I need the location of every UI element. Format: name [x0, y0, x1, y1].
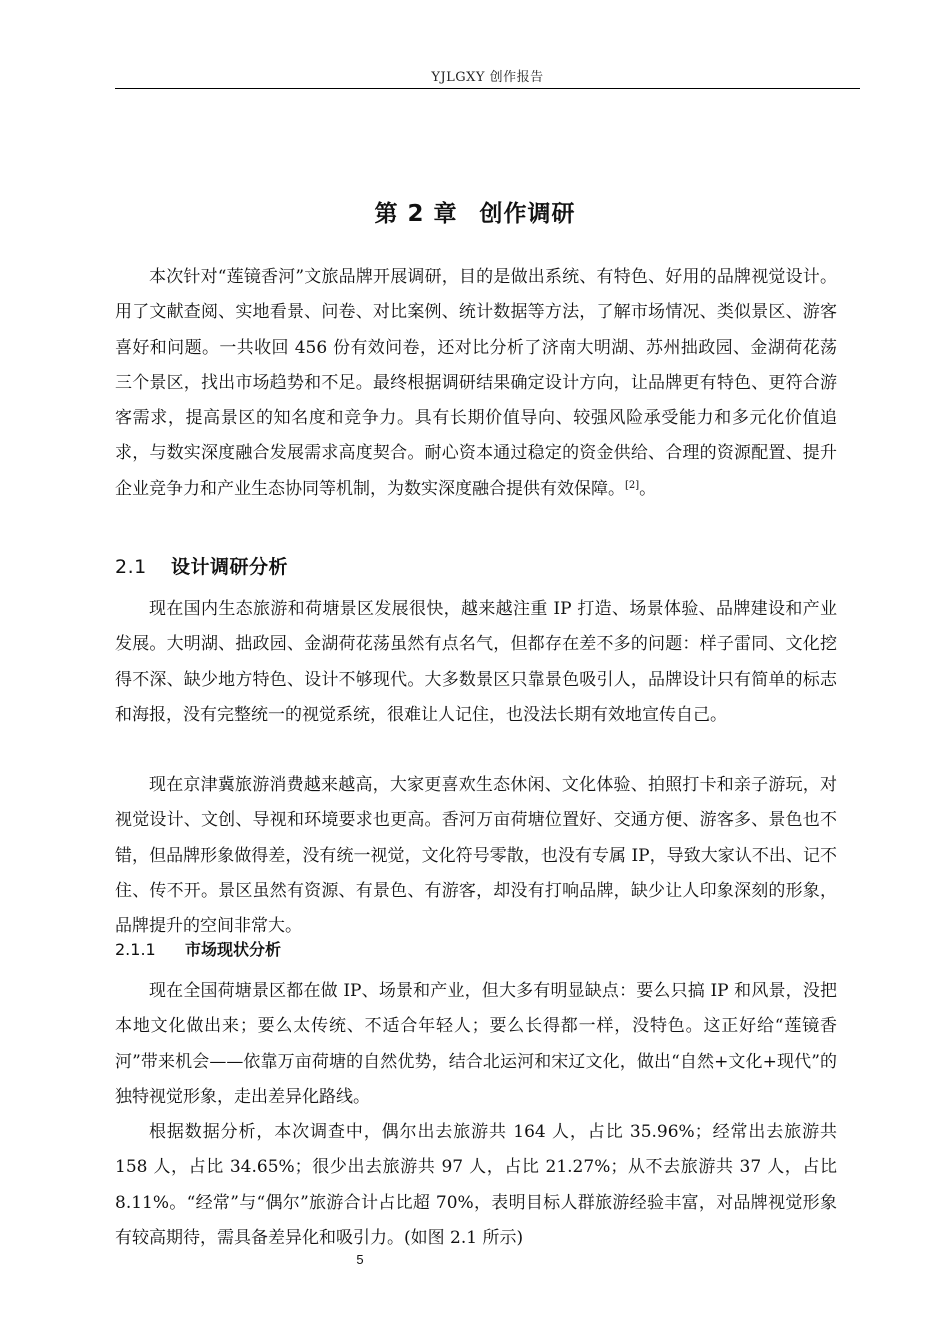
subsection-number: 2.1.1 [115, 940, 156, 959]
section-number: 2.1 [115, 556, 147, 578]
subsection-title: 市场现状分析 [185, 940, 282, 959]
section-2-1-paragraph-1: 现在国内生态旅游和荷塘景区发展很快，越来越注重 IP 打造、场景体验、品牌建设和产业发展。大明湖、拙政园、金湖荷花荡虽然有点名气，但都存在差不多的问题：样子雷同、文化挖得不深、缺少地方特色、设计不够现代。大多数景区只靠景色吸引人，品牌设计只有简单的标志和海报，没有完整统一的视觉系统，很难让人记住，也没法长期有效地宣传自己。 [115, 599, 837, 725]
running-header: YJLGXY 创作报告 [431, 70, 544, 85]
header-rule [115, 88, 860, 89]
intro-end: 。 [639, 478, 657, 499]
section-heading-2-1 [115, 552, 288, 579]
section-2-1-paragraph-2: 现在京津冀旅游消费越来越高，大家更喜欢生态休闲、文化体验、拍照打卡和亲子游玩，对视觉设计、文创、导视和环境要求也更高。香河万亩荷塘位置好、交通方便、游客多、景色也不错，但品牌形象做得差，没有统一视觉，文化符号零散，也没有专属 IP，导致大家认不出、记不住、传不开。景区虽然有资源、有景色、有游客，却没有打响品牌，缺少让人印象深刻的形象，品牌提升的空间非常大。 [115, 775, 837, 937]
chapter-name: 创作调研 [479, 201, 576, 227]
section-2-1-1-paragraph-2: 根据数据分析，本次调查中，偶尔出去旅游共 164 人，占比 35.96%；经常出去旅游共 158 人，占比 34.65%；很少出去旅游共 97 人，占比 21.27%；从不去旅游共 37 人，占比 8.11%。“经常”与“偶尔”旅游合计占比超 70%，表明目标人群旅游经验丰富，对品牌视觉形象有较高期待，需具备差异化和吸引力。(如图 2.1 所示) [115, 1122, 837, 1248]
page-number: 5 [356, 1252, 364, 1267]
intro-text: 本次针对“莲镜香河”文旅品牌开展调研，目的是做出系统、有特色、好用的品牌视觉设计。用了文献查阅、实地看景、问卷、对比案例、统计数据等方法，了解市场情况、类似景区、游客喜好和问题。一共收回 456 份有效问卷，还对比分析了济南大明湖、苏州拙政园、金湖荷花荡三个景区，找出市场趋势和不足。最终根据调研结果确定设计方向，让品牌更有特色、更符合游客需求，提高景区的知名度和竞争力。具有长期价值导向、较强风险承受能力和多元化价值追求，与数实深度融合发展需求高度契合。耐心资本通过稳定的资金供给、合理的资源配置、提升企业竞争力和产业生态协同等机制，为数实深度融合提供有效保障。 [115, 267, 837, 499]
section-heading-2-1-1 [115, 937, 281, 960]
chapter-label: 第 2 章 [374, 201, 458, 227]
section-title: 设计调研分析 [171, 556, 289, 578]
citation-ref: [2] [625, 479, 640, 491]
intro-paragraph [115, 260, 837, 507]
section-2-1-1-paragraph-1: 现在全国荷塘景区都在做 IP、场景和产业，但大多有明显缺点：要么只搞 IP 和风景，没把本地文化做出来；要么太传统、不适合年轻人；要么长得都一样，没特色。这正好给“莲镜香河”带来机会——依靠万亩荷塘的自然优势，结合北运河和宋辽文化，做出“自然+文化+现代”的独特视觉形象，走出差异化路线。 [115, 981, 837, 1107]
chapter-title [115, 195, 835, 228]
